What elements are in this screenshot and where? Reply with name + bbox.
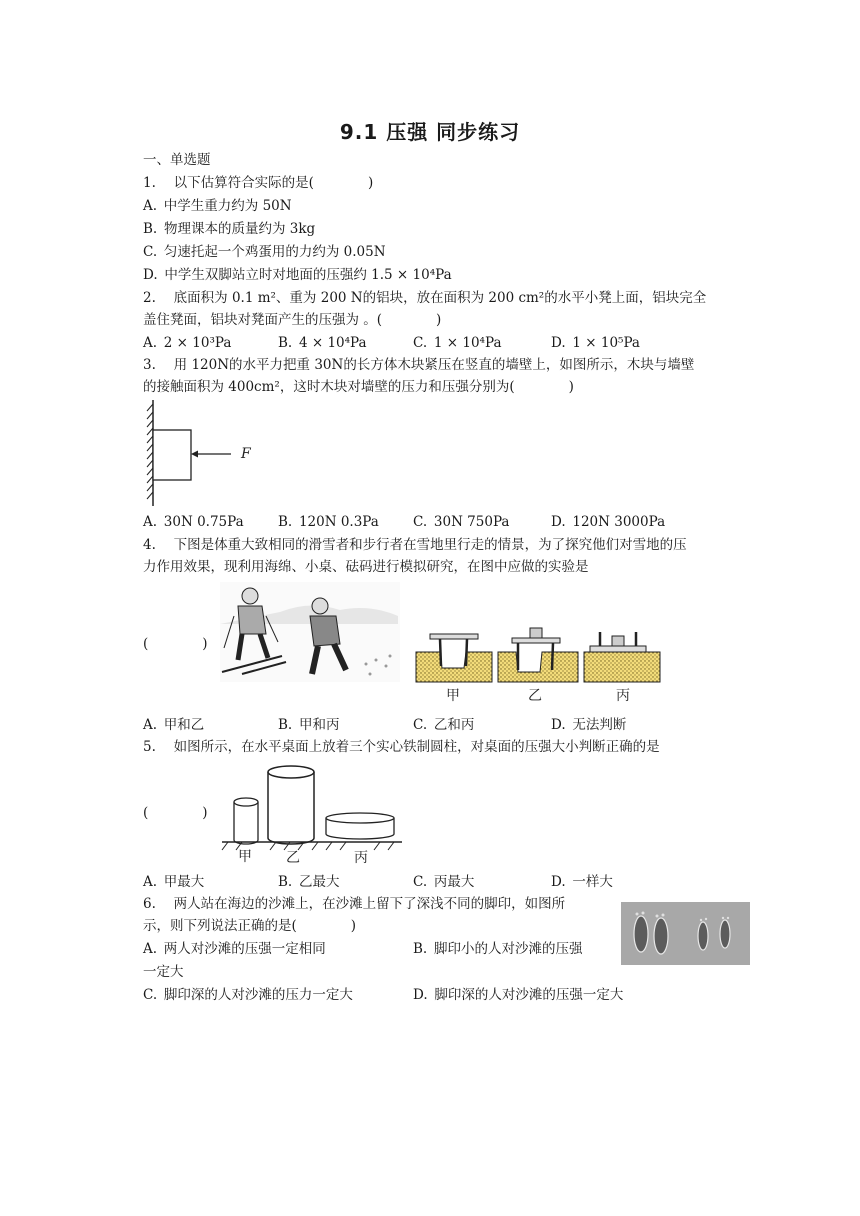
q6-stem-line2: 示，则下列说法正确的是( ) — [143, 918, 357, 934]
q1-stem: 1. 以下估算符合实际的是( ) — [143, 175, 374, 191]
q3-option-c[interactable]: C. 30N 750Pa — [413, 514, 510, 530]
q4-stem-line1: 4. 下图是体重大致相同的滑雪者和步行者在雪地里行走的情景，为了探究他们对雪地的压 — [143, 537, 687, 553]
q3-stem-line2: 的接触面积为 400cm²，这时木块对墙壁的压力和压强分别为( ) — [143, 379, 574, 395]
page-title: 9.1 压强 同步练习 — [339, 120, 521, 144]
q2-option-c[interactable]: C. 1 × 10⁴Pa — [413, 335, 502, 351]
q3-option-a[interactable]: A. 30N 0.75Pa — [143, 514, 244, 530]
q1-option-d[interactable]: D. 中学生双脚站立时对地面的压强约 1.5 × 10⁴Pa — [143, 267, 452, 283]
wood-block — [153, 430, 191, 480]
q6-option-d[interactable]: D. 脚印深的人对沙滩的压强一定大 — [413, 987, 624, 1003]
wall-block-figure — [143, 398, 263, 510]
footprints-photo — [621, 902, 750, 965]
q6-option-b-continued: 一定大 — [143, 964, 184, 980]
q6-option-c[interactable]: C. 脚印深的人对沙滩的压力一定大 — [143, 987, 353, 1003]
q2-option-d[interactable]: D. 1 × 10⁵Pa — [551, 335, 640, 351]
q4-option-d[interactable]: D. 无法判断 — [551, 717, 627, 733]
q1-option-b[interactable]: B. 物理课本的质量约为 3kg — [143, 221, 316, 237]
sponge-table-figure — [412, 628, 664, 706]
q5-option-d[interactable]: D. 一样大 — [551, 874, 613, 890]
fig-label-yi: 乙 — [286, 850, 300, 866]
q3-option-d[interactable]: D. 120N 3000Pa — [551, 514, 666, 530]
q5-stem: 5. 如图所示，在水平桌面上放着三个实心铁制圆柱，对桌面的压强大小判断正确的是 — [143, 739, 660, 755]
fig-label-jia: 甲 — [238, 849, 252, 865]
q3-stem-line1: 3. 用 120N的水平力把重 30N的长方体木块紧压在竖直的墙壁上，如图所示，木块与墙壁 — [143, 357, 695, 373]
section-heading: 一、单选题 — [143, 152, 211, 168]
q4-option-c[interactable]: C. 乙和丙 — [413, 717, 475, 733]
q5-option-a[interactable]: A. 甲最大 — [143, 874, 205, 890]
q2-option-b[interactable]: B. 4 × 10⁴Pa — [278, 335, 367, 351]
force-label: F — [241, 446, 251, 462]
q4-answer-paren: ( ) — [143, 636, 208, 652]
q2-stem-line1: 2. 底面积为 0.1 m²、重为 200 N的铝块，放在面积为 200 cm²的水平小凳上面，铝块完全 — [143, 290, 707, 306]
q1-option-a[interactable]: A. 中学生重力约为 50N — [143, 198, 292, 214]
q6-option-b[interactable]: B. 脚印小的人对沙滩的压强 — [413, 941, 583, 957]
fig-label-bing: 丙 — [354, 850, 368, 866]
q6-option-a[interactable]: A. 两人对沙滩的压强一定相同 — [143, 941, 326, 957]
skier-walker-image — [220, 582, 400, 682]
cylinders-figure — [222, 762, 402, 866]
q5-option-b[interactable]: B. 乙最大 — [278, 874, 340, 890]
fig-label-bing: 丙 — [616, 688, 630, 704]
q5-answer-paren: ( ) — [143, 805, 208, 821]
q4-stem-line2: 力作用效果，现利用海绵、小桌、砝码进行模拟研究，在图中应做的实验是 — [143, 559, 589, 575]
q2-stem-line2: 盖住凳面，铝块对凳面产生的压强为 。( ) — [143, 312, 442, 328]
q4-option-b[interactable]: B. 甲和丙 — [278, 717, 340, 733]
q6-stem-line1: 6. 两人站在海边的沙滩上，在沙滩上留下了深浅不同的脚印，如图所 — [143, 896, 566, 912]
q1-option-c[interactable]: C. 匀速托起一个鸡蛋用的力约为 0.05N — [143, 244, 386, 260]
fig-label-yi: 乙 — [528, 688, 542, 704]
fig-label-jia: 甲 — [446, 688, 460, 704]
q5-option-c[interactable]: C. 丙最大 — [413, 874, 475, 890]
q3-option-b[interactable]: B. 120N 0.3Pa — [278, 514, 379, 530]
q2-option-a[interactable]: A. 2 × 10³Pa — [143, 335, 232, 351]
q4-option-a[interactable]: A. 甲和乙 — [143, 717, 205, 733]
